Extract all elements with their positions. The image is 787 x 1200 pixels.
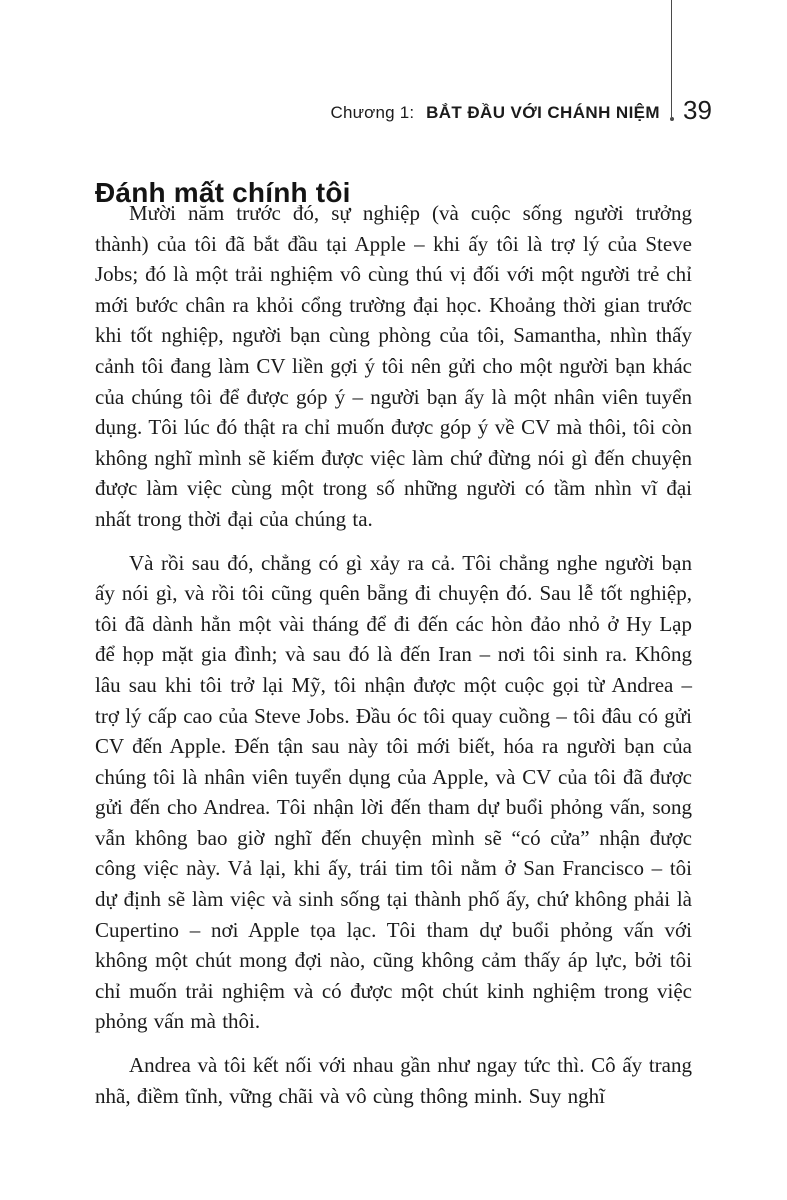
body-text <box>95 198 692 1124</box>
page-number: 39 <box>683 95 712 125</box>
paragraph-3: Andrea và tôi kết nối với nhau gần như ngay tức thì. Cô ấy trang nhã, điềm tĩnh, vững chãi và vô cùng thông minh. Suy nghĩ <box>95 1053 692 1108</box>
chapter-title: BẮT ĐẦU VỚI CHÁNH NIỆM <box>426 103 660 122</box>
header-rule-dot-icon <box>670 117 674 121</box>
section-heading: Đánh mất chính tôi <box>95 176 351 208</box>
paragraph-1: Mười năm trước đó, sự nghiệp (và cuộc sống người trưởng thành) của tôi đã bắt đầu tại Apple – khi ấy tôi là trợ lý của Steve Jobs; đó là một trải nghiệm vô cùng thú vị đối với một người trẻ chỉ mới bước chân ra khỏi cổng trường đại học. Khoảng thời gian trước khi tốt nghiệp, người bạn cùng phòng của tôi, Samantha, nhìn thấy cảnh tôi đang làm CV liền gợi ý tôi nên gửi cho một người bạn khác của chúng tôi để được góp ý – người bạn ấy là một nhân viên tuyển dụng. Tôi lúc đó thật ra chỉ muốn được góp ý về CV mà thôi, tôi còn không nghĩ mình sẽ kiếm được việc làm chứ đừng nói gì đến chuyện được làm việc cùng một trong số những người có tầm nhìn vĩ đại nhất trong thời đại của chúng ta. <box>95 201 692 531</box>
chapter-label: Chương 1: <box>330 103 415 122</box>
paragraph-2: Và rồi sau đó, chẳng có gì xảy ra cả. Tôi chẳng nghe người bạn ấy nói gì, và rồi tôi cũng quên bẵng đi chuyện đó. Sau lễ tốt nghiệp, tôi đã dành hẳn một vài tháng để đi đến các hòn đảo nhỏ ở Hy Lạp để họp mặt gia đình; và sau đó là đến Iran – nơi tôi sinh ra. Không lâu sau khi tôi trở lại Mỹ, tôi nhận được một cuộc gọi từ Andrea – trợ lý cấp cao của Steve Jobs. Đầu óc tôi quay cuồng – tôi đâu có gửi CV đến Apple. Đến tận sau này tôi mới biết, hóa ra người bạn của chúng tôi là nhân viên tuyển dụng của Apple, và CV của tôi đã được gửi đến cho Andrea. Tôi nhận lời đến tham dự buổi phỏng vấn, song vẫn không bao giờ nghĩ đến chuyện mình sẽ “có cửa” nhận được công việc này. Vả lại, khi ấy, trái tim tôi nằm ở San Francisco – tôi dự định sẽ làm việc và sinh sống tại thành phố ấy, chứ không phải là Cupertino – nơi Apple tọa lạc. Tôi tham dự buổi phỏng vấn với không một chút mong đợi nào, cũng không cảm thấy áp lực, bởi tôi chỉ muốn trải nghiệm và có được một chút kinh nghiệm trong việc phỏng vấn mà thôi. <box>95 550 692 1034</box>
running-header <box>0 103 660 122</box>
header-rule <box>671 0 672 117</box>
